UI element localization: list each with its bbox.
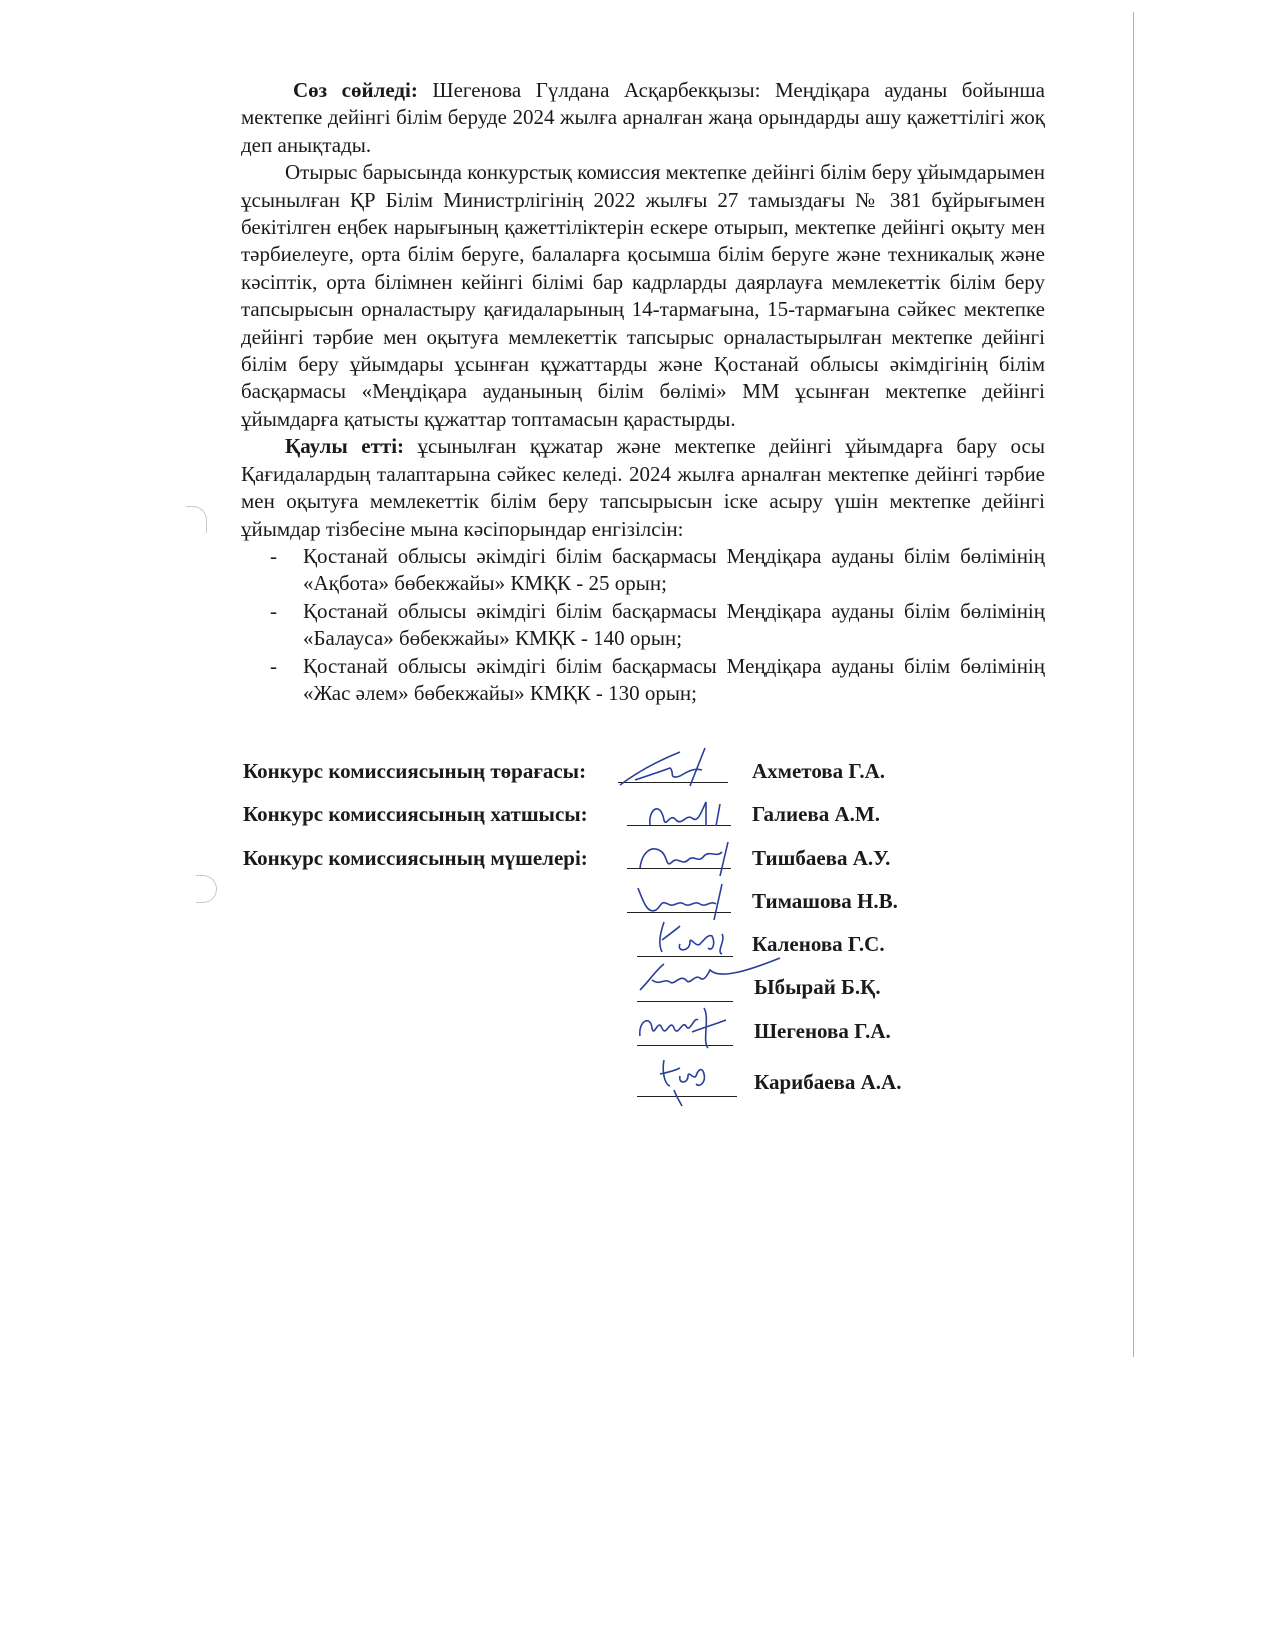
chair-label: Конкурс комиссиясының төрағасы:: [243, 759, 587, 783]
decision-lead: Қаулы етті:: [285, 434, 405, 459]
member-name: Шегенова Г.А.: [754, 1019, 891, 1043]
secretary-name: Галиева А.М.: [752, 802, 880, 826]
organization-text: Қостанай облысы әкімдігі білім басқармасы Меңдіқара ауданы білім бөлімінің «Ақбота» бөбекжайы» КМҚК - 25 орын;: [303, 543, 1045, 596]
member-name: Тишбаева А.У.: [752, 846, 891, 870]
list-dash: -: [270, 653, 277, 678]
chair-name: Ахметова Г.А.: [752, 759, 886, 783]
organization-text: Қостанай облысы әкімдігі білім басқармасы Меңдіқара ауданы білім бөлімінің «Жас әлем» бөбекжайы» КМҚК - 130 орын;: [303, 653, 1045, 705]
list-dash: -: [270, 543, 277, 568]
member-name: Тимашова Н.В.: [752, 889, 898, 913]
meeting-paragraph: Отырыс барысында конкурстық комиссия мектепке дейінгі білім беру ұйымдарымен ұсынылған ҚР Білім Министрлігінің 2022 жылғы 27 тамыздағы № 381 бұйрығымен бекітілген еңбек нарығының қажеттіліктерін ескере отырып, мектепке дейінгі оқыту мен тәрбиелеуге, орта білім беруге, балаларға қосымша білім беруге және техникалық және кәсіптік, орта білімнен кейінгі білімі бар кадрларды даярлауға мемлекеттік білім беру тапсырысын орналастыру қағидаларының 14-тармағына, 15-тармағына сәйкес мектепке дейінгі тәрбие мен оқытуға мемлекеттік тапсырыс орналастырылған мектепке дейінгі білім беру ұйымдары ұсынған құжаттарды және Қостанай облысы әкімдігінің білім басқармасы «Меңдіқара ауданының білім бөлімі» ММ ұсынған мектепке дейінгі ұйымдарға қатысты құжаттар топтамасын қарастырды.: [241, 160, 1045, 431]
member-name: Карибаева А.А.: [754, 1070, 902, 1094]
members-label: Конкурс комиссиясының мүшелері:: [243, 846, 588, 870]
organization-text: Қостанай облысы әкімдігі білім басқармасы Меңдіқара ауданы білім бөлімінің «Балауса» бөбекжайы» КМҚК - 140 орын;: [303, 598, 1045, 651]
speech-lead: Сөз сөйледі:: [293, 78, 418, 102]
member-name: Каленова Г.С.: [752, 932, 885, 956]
list-dash: -: [270, 598, 277, 623]
speech-text: Шегенова Гүлдана Асқарбекқызы: Меңдіқара ауданы бойынша мектепке дейінгі білім беруде 2024 жылға арналған жаңа орындарды ашу қажеттілігі жоқ деп анықтады.: [241, 78, 1045, 157]
member-signature: [650, 1040, 730, 1110]
decision-text: ұсынылған құжатар және мектепке дейінгі ұйымдарға бару осы Қағидалардың талаптарына сәйкес келеді. 2024 жылға арналған мектепке дейінгі тәрбие мен оқытуға мемлекеттік білім беру тапсырысын іске асыру үшін мектепке дейінгі ұйымдар тізбесіне мына кәсіпорындар енгізілсін:: [241, 434, 1045, 541]
secretary-label: Конкурс комиссиясының хатшысы:: [243, 802, 588, 826]
member-name: Ыбырай Б.Қ.: [754, 975, 881, 999]
